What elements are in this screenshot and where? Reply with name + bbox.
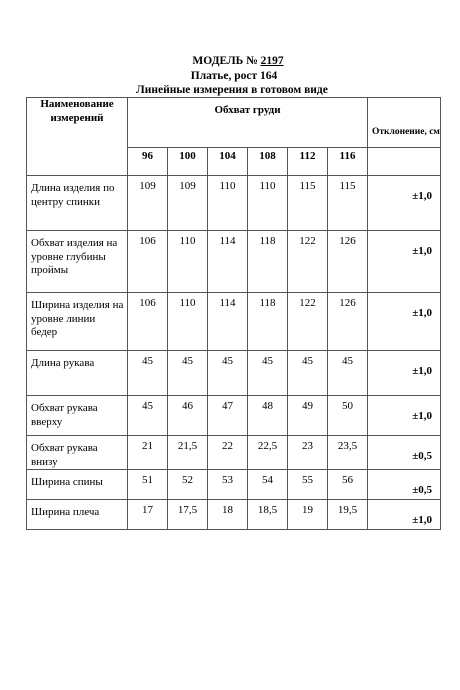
size-header: 108 [248, 148, 288, 176]
measurement-value: 118 [248, 293, 288, 351]
tolerance-value: ±1,0 [368, 500, 441, 530]
tolerance-column-header: Отклонение, см [368, 98, 441, 148]
measurement-value: 23 [288, 436, 328, 470]
table-row [27, 351, 441, 396]
measurement-name: Длина рукава [27, 351, 128, 396]
measurement-value: 17,5 [168, 500, 208, 530]
measurement-value: 54 [248, 470, 288, 500]
measurement-value: 56 [328, 470, 368, 500]
measurement-value: 45 [328, 351, 368, 396]
measurement-value: 109 [128, 176, 168, 231]
measurement-value: 126 [328, 231, 368, 293]
measurement-value: 45 [248, 351, 288, 396]
measurement-value: 45 [128, 351, 168, 396]
measurement-name: Ширина спины [27, 470, 128, 500]
measurement-value: 22,5 [248, 436, 288, 470]
measurement-value: 49 [288, 396, 328, 436]
measurement-value: 115 [328, 176, 368, 231]
model-label: МОДЕЛЬ № [192, 55, 258, 67]
measurement-value: 53 [208, 470, 248, 500]
tolerance-value: ±1,0 [368, 176, 441, 231]
size-header: 104 [208, 148, 248, 176]
table-row [27, 176, 441, 231]
model-heading [8, 55, 460, 68]
tolerance-value: ±1,0 [368, 293, 441, 351]
measurement-value: 50 [328, 396, 368, 436]
measurement-value: 110 [248, 176, 288, 231]
size-header: 116 [328, 148, 368, 176]
table-row [27, 293, 441, 351]
measurement-name: Обхват рукава вверху [27, 396, 128, 436]
size-header: 96 [128, 148, 168, 176]
measurement-name: Обхват рукава внизу [27, 436, 128, 470]
measurement-value: 110 [208, 176, 248, 231]
measurement-value: 122 [288, 293, 328, 351]
measurement-value: 110 [168, 231, 208, 293]
measurement-value: 17 [128, 500, 168, 530]
table-row [27, 396, 441, 436]
measurement-name: Длина изделия по центру спинки [27, 176, 128, 231]
measurement-value: 18,5 [248, 500, 288, 530]
measurement-value: 19,5 [328, 500, 368, 530]
header-row [27, 98, 441, 148]
product-title: Платье, рост 164 [190, 70, 278, 82]
measurement-value: 110 [168, 293, 208, 351]
measurement-value: 45 [208, 351, 248, 396]
measurement-value: 109 [168, 176, 208, 231]
measurement-value: 114 [208, 293, 248, 351]
measurement-value: 126 [328, 293, 368, 351]
measurement-value: 21 [128, 436, 168, 470]
size-header: 112 [288, 148, 328, 176]
tolerance-value: ±0,5 [368, 470, 441, 500]
table-row [27, 500, 441, 530]
measurement-value: 19 [288, 500, 328, 530]
tolerance-value: ±1,0 [368, 231, 441, 293]
measurement-name: Ширина изделия на уровне линии бедер [27, 293, 128, 351]
measurement-value: 45 [288, 351, 328, 396]
size-header: 100 [168, 148, 208, 176]
chest-girth-header: Обхват груди [128, 98, 368, 148]
measurement-value: 51 [128, 470, 168, 500]
measurement-value: 118 [248, 231, 288, 293]
tolerance-value: ±1,0 [368, 351, 441, 396]
table-row [27, 470, 441, 500]
measurement-value: 46 [168, 396, 208, 436]
measurement-value: 122 [288, 231, 328, 293]
table-row [27, 231, 441, 293]
measurement-value: 45 [128, 396, 168, 436]
measurement-value: 52 [168, 470, 208, 500]
measurements-table [26, 97, 441, 530]
measurement-value: 22 [208, 436, 248, 470]
table-row [27, 436, 441, 470]
measurement-value: 48 [248, 396, 288, 436]
measurement-value: 106 [128, 293, 168, 351]
measurement-name: Ширина плеча [27, 500, 128, 530]
measurement-value: 45 [168, 351, 208, 396]
measurement-value: 106 [128, 231, 168, 293]
measurement-value: 114 [208, 231, 248, 293]
measurement-value: 23,5 [328, 436, 368, 470]
measurement-value: 115 [288, 176, 328, 231]
tolerance-value: ±1,0 [368, 396, 441, 436]
tolerance-value: ±0,5 [368, 436, 441, 470]
model-number: 2197 [260, 55, 284, 67]
measurement-value: 18 [208, 500, 248, 530]
measurement-value: 55 [288, 470, 328, 500]
measurement-value: 47 [208, 396, 248, 436]
measurement-name: Обхват изделия на уровне глубины проймы [27, 231, 128, 293]
table-subtitle: Линейные измерения в готовом виде [136, 84, 328, 96]
name-column-header: Наименование измерений [27, 98, 128, 176]
measurement-value: 21,5 [168, 436, 208, 470]
tolerance-spacer [368, 148, 441, 176]
